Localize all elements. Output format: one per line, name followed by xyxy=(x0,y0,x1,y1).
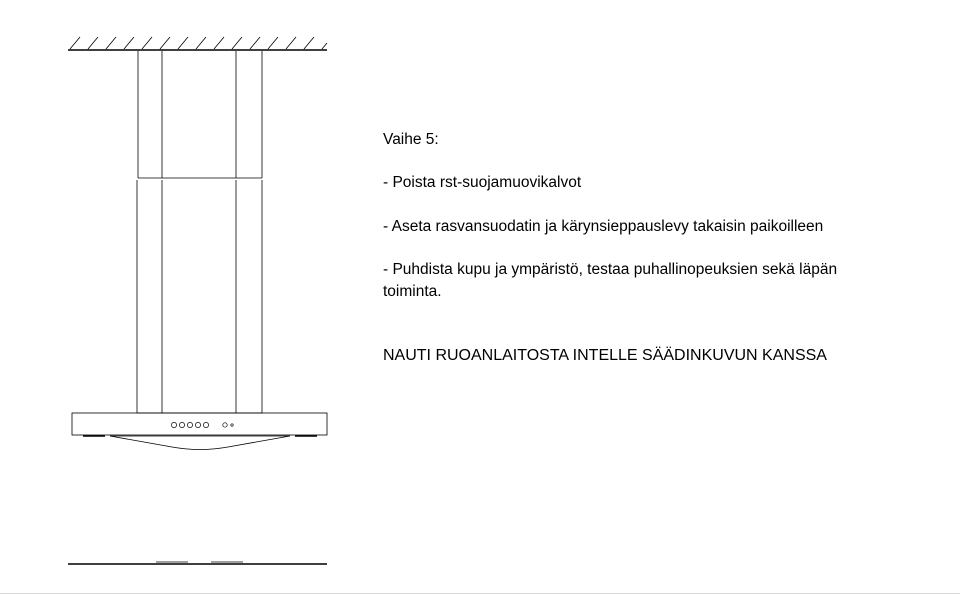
cooktop-counter xyxy=(68,562,327,564)
page-divider xyxy=(0,593,960,594)
indicator-light-1 xyxy=(223,423,227,427)
instruction-reinstall-filters: - Aseta rasvansuodatin ja kärynsieppauslevy takaisin paikoilleen xyxy=(383,218,824,235)
hood-canopy xyxy=(72,413,327,450)
control-button-2 xyxy=(179,422,184,427)
instruction-clean-and-test-continued: toiminta. xyxy=(383,283,442,300)
instruction-clean-and-test: - Puhdista kupu ja ympäristö, testaa puhallinopeuksien sekä läpän xyxy=(383,261,838,278)
closing-message: NAUTI RUOANLAITOSTA INTELLE SÄÄDINKUVUN KANSSA xyxy=(383,347,827,364)
chimney-upper xyxy=(138,51,262,178)
indicator-light-2 xyxy=(231,424,233,426)
step-title: Vaihe 5: xyxy=(383,131,439,148)
instruction-remove-film: - Poista rst-suojamuovikalvot xyxy=(383,174,582,191)
chimney-lower xyxy=(137,178,262,413)
control-button-4 xyxy=(195,422,200,427)
ceiling xyxy=(68,37,327,50)
control-button-3 xyxy=(187,422,192,427)
control-panel xyxy=(171,422,233,427)
control-button-5 xyxy=(203,422,208,427)
control-button-1 xyxy=(171,422,176,427)
